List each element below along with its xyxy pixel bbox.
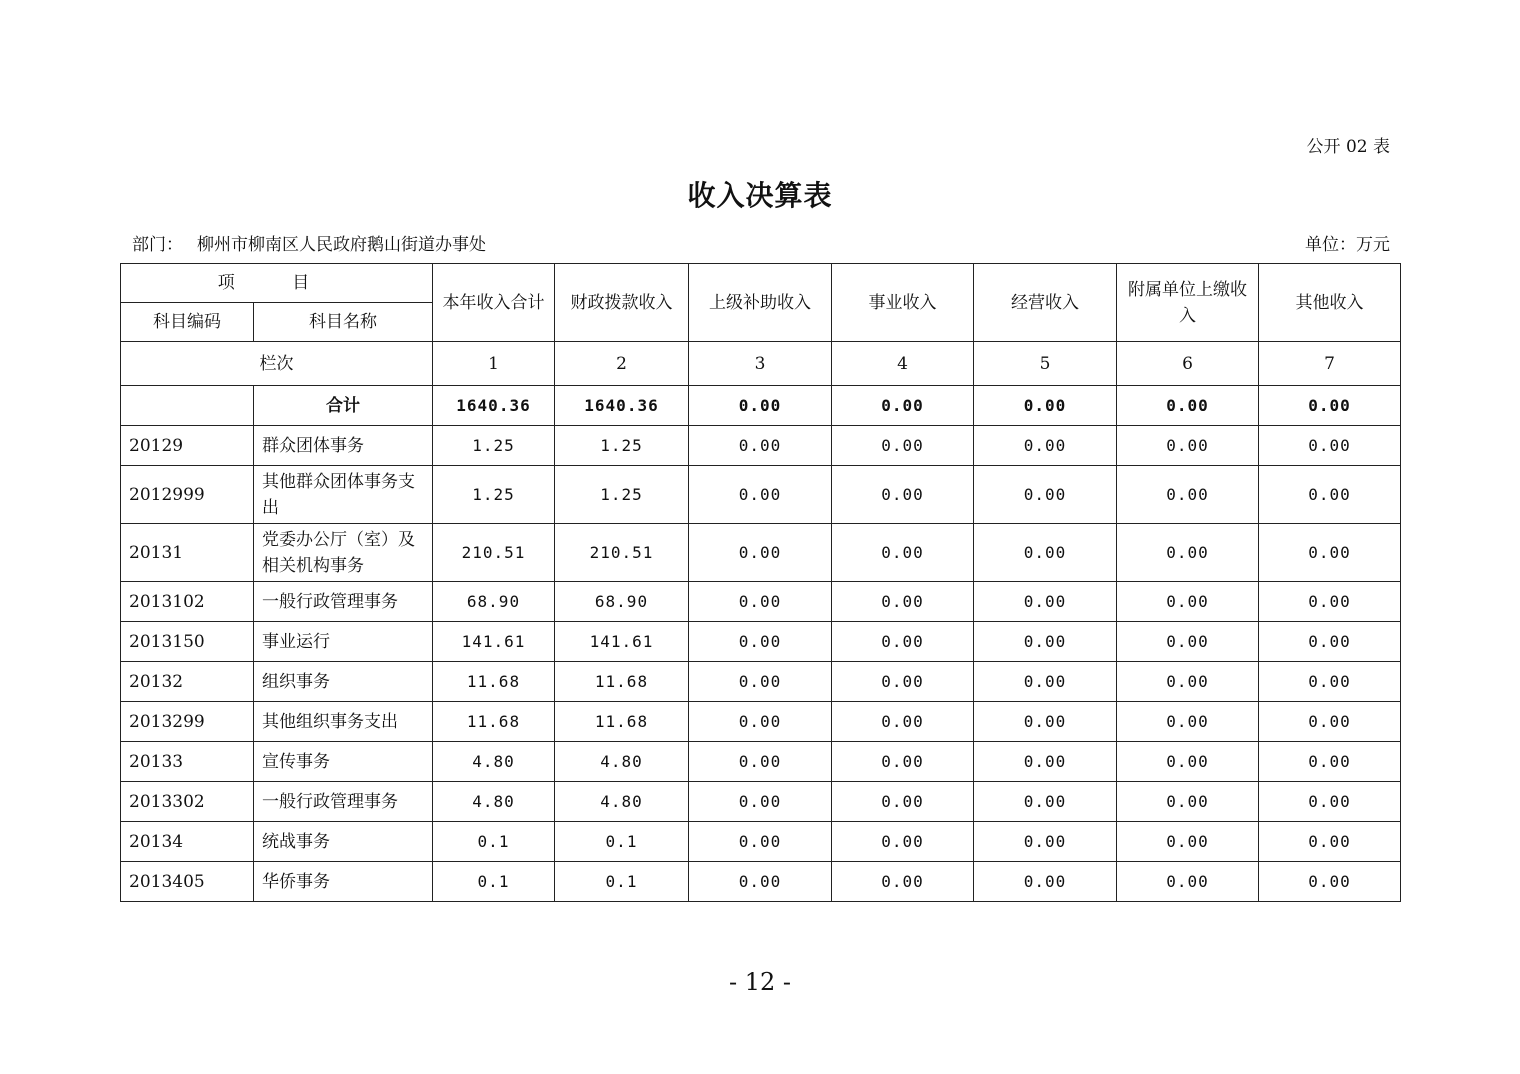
amount-cell: 0.00 (832, 622, 974, 662)
subject-code: 20131 (121, 524, 254, 582)
column-number: 1 (433, 342, 555, 386)
table-row (121, 524, 1401, 582)
amount-cell: 0.00 (1117, 702, 1259, 742)
amount-cell: 11.68 (433, 702, 555, 742)
amount-cell: 0.1 (433, 862, 555, 902)
subject-name: 其他群众团体事务支出 (254, 466, 433, 524)
form-code: 公开 02 表 (1306, 137, 1390, 157)
amount-cell: 0.00 (832, 662, 974, 702)
amount-cell: 0.00 (689, 702, 832, 742)
amount-cell: 0.00 (1259, 742, 1401, 782)
amount-cell: 1.25 (555, 466, 689, 524)
table-row (121, 782, 1401, 822)
table-row (121, 426, 1401, 466)
amount-cell: 0.00 (1117, 782, 1259, 822)
total-row (121, 386, 1401, 426)
amount-cell: 0.00 (1117, 862, 1259, 902)
column-number-row (121, 342, 1401, 386)
amount-cell: 0.1 (555, 822, 689, 862)
subject-code: 20134 (121, 822, 254, 862)
amount-cell: 1.25 (433, 426, 555, 466)
amount-cell: 0.00 (1259, 524, 1401, 582)
total-value: 0.00 (689, 386, 832, 426)
amount-cell: 0.00 (1259, 662, 1401, 702)
column-number: 7 (1259, 342, 1401, 386)
amount-cell: 0.00 (1259, 622, 1401, 662)
amount-cell: 0.00 (974, 524, 1117, 582)
amount-cell: 0.00 (974, 622, 1117, 662)
amount-cell: 4.80 (555, 782, 689, 822)
subject-name: 群众团体事务 (254, 426, 433, 466)
amount-cell: 0.1 (433, 822, 555, 862)
column-number-label: 栏次 (121, 342, 433, 386)
header-subject-name: 科目名称 (254, 303, 433, 342)
amount-cell: 0.00 (832, 862, 974, 902)
amount-cell: 1.25 (555, 426, 689, 466)
amount-cell: 0.00 (832, 702, 974, 742)
amount-cell: 0.00 (1117, 822, 1259, 862)
header-subject-code: 科目编码 (121, 303, 254, 342)
amount-cell: 0.00 (1117, 582, 1259, 622)
subject-code: 2013150 (121, 622, 254, 662)
amount-cell: 0.00 (832, 524, 974, 582)
subject-code: 2013299 (121, 702, 254, 742)
amount-cell: 0.00 (974, 742, 1117, 782)
amount-cell: 141.61 (433, 622, 555, 662)
amount-cell: 0.1 (555, 862, 689, 902)
amount-cell: 4.80 (555, 742, 689, 782)
amount-cell: 0.00 (974, 582, 1117, 622)
amount-cell: 0.00 (1117, 524, 1259, 582)
column-number: 6 (1117, 342, 1259, 386)
amount-cell: 4.80 (433, 742, 555, 782)
page-number: - 12 - (728, 968, 791, 996)
table-row (121, 702, 1401, 742)
amount-cell: 210.51 (555, 524, 689, 582)
subject-code: 20132 (121, 662, 254, 702)
subject-code: 20133 (121, 742, 254, 782)
department-name: 柳州市柳南区人民政府鹅山街道办事处 (197, 235, 486, 255)
amount-cell: 0.00 (1117, 466, 1259, 524)
subject-code: 2013102 (121, 582, 254, 622)
total-value: 0.00 (974, 386, 1117, 426)
header-fiscal-appropriation: 财政拨款收入 (555, 264, 689, 342)
subject-name: 华侨事务 (254, 862, 433, 902)
amount-cell: 0.00 (832, 822, 974, 862)
column-number: 2 (555, 342, 689, 386)
amount-cell: 0.00 (689, 426, 832, 466)
amount-cell: 0.00 (689, 466, 832, 524)
amount-cell: 0.00 (1117, 662, 1259, 702)
amount-cell: 4.80 (433, 782, 555, 822)
amount-cell: 0.00 (689, 862, 832, 902)
table-row (121, 622, 1401, 662)
amount-cell: 0.00 (832, 582, 974, 622)
subject-name: 统战事务 (254, 822, 433, 862)
column-number: 3 (689, 342, 832, 386)
subject-name: 组织事务 (254, 662, 433, 702)
department-label: 部门： (132, 235, 183, 255)
subject-name: 一般行政管理事务 (254, 782, 433, 822)
amount-cell: 0.00 (974, 862, 1117, 902)
subject-name: 宣传事务 (254, 742, 433, 782)
amount-cell: 11.68 (555, 702, 689, 742)
subject-name: 其他组织事务支出 (254, 702, 433, 742)
amount-cell: 0.00 (1259, 466, 1401, 524)
subject-code: 2012999 (121, 466, 254, 524)
total-value: 1640.36 (555, 386, 689, 426)
subject-code: 2013405 (121, 862, 254, 902)
column-number: 5 (974, 342, 1117, 386)
amount-cell: 1.25 (433, 466, 555, 524)
amount-cell: 0.00 (832, 466, 974, 524)
unit-label: 单位：万元 (1305, 235, 1390, 255)
amount-cell: 0.00 (1259, 782, 1401, 822)
amount-cell: 210.51 (433, 524, 555, 582)
subject-name: 事业运行 (254, 622, 433, 662)
table-row (121, 742, 1401, 782)
page-title: 收入决算表 (687, 179, 833, 212)
amount-cell: 0.00 (689, 622, 832, 662)
total-value: 0.00 (1259, 386, 1401, 426)
total-code-cell (121, 386, 254, 426)
header-total-income: 本年收入合计 (433, 264, 555, 342)
amount-cell: 68.90 (433, 582, 555, 622)
subject-name: 党委办公厅（室）及相关机构事务 (254, 524, 433, 582)
amount-cell: 0.00 (689, 662, 832, 702)
amount-cell: 0.00 (1259, 702, 1401, 742)
amount-cell: 0.00 (689, 582, 832, 622)
total-value: 1640.36 (433, 386, 555, 426)
subject-code: 2013302 (121, 782, 254, 822)
amount-cell: 0.00 (1259, 426, 1401, 466)
amount-cell: 0.00 (689, 524, 832, 582)
header-business-income: 事业收入 (832, 264, 974, 342)
column-number: 4 (832, 342, 974, 386)
income-final-accounts-table (120, 263, 1401, 902)
amount-cell: 0.00 (689, 822, 832, 862)
total-value: 0.00 (832, 386, 974, 426)
header-row-1 (121, 264, 1401, 303)
table-row (121, 662, 1401, 702)
header-superior-subsidy: 上级补助收入 (689, 264, 832, 342)
header-other-income: 其他收入 (1259, 264, 1401, 342)
table-row (121, 862, 1401, 902)
amount-cell: 0.00 (974, 822, 1117, 862)
amount-cell: 0.00 (832, 426, 974, 466)
header-operating-income: 经营收入 (974, 264, 1117, 342)
table-row (121, 466, 1401, 524)
amount-cell: 68.90 (555, 582, 689, 622)
amount-cell: 11.68 (433, 662, 555, 702)
amount-cell: 0.00 (1117, 426, 1259, 466)
amount-cell: 0.00 (689, 782, 832, 822)
amount-cell: 0.00 (1259, 822, 1401, 862)
header-item: 项 目 (121, 264, 433, 303)
amount-cell: 11.68 (555, 662, 689, 702)
amount-cell: 0.00 (1117, 742, 1259, 782)
amount-cell: 0.00 (974, 702, 1117, 742)
table-row (121, 822, 1401, 862)
amount-cell: 0.00 (974, 782, 1117, 822)
amount-cell: 0.00 (832, 782, 974, 822)
amount-cell: 0.00 (1259, 862, 1401, 902)
amount-cell: 0.00 (974, 662, 1117, 702)
amount-cell: 0.00 (974, 466, 1117, 524)
department-line (132, 230, 486, 255)
total-value: 0.00 (1117, 386, 1259, 426)
amount-cell: 141.61 (555, 622, 689, 662)
amount-cell: 0.00 (1259, 582, 1401, 622)
amount-cell: 0.00 (832, 742, 974, 782)
amount-cell: 0.00 (974, 426, 1117, 466)
amount-cell: 0.00 (1117, 622, 1259, 662)
subject-code: 20129 (121, 426, 254, 466)
total-label: 合计 (254, 386, 433, 426)
header-affiliated-income: 附属单位上缴收入 (1117, 264, 1259, 342)
subject-name: 一般行政管理事务 (254, 582, 433, 622)
amount-cell: 0.00 (689, 742, 832, 782)
table-row (121, 582, 1401, 622)
